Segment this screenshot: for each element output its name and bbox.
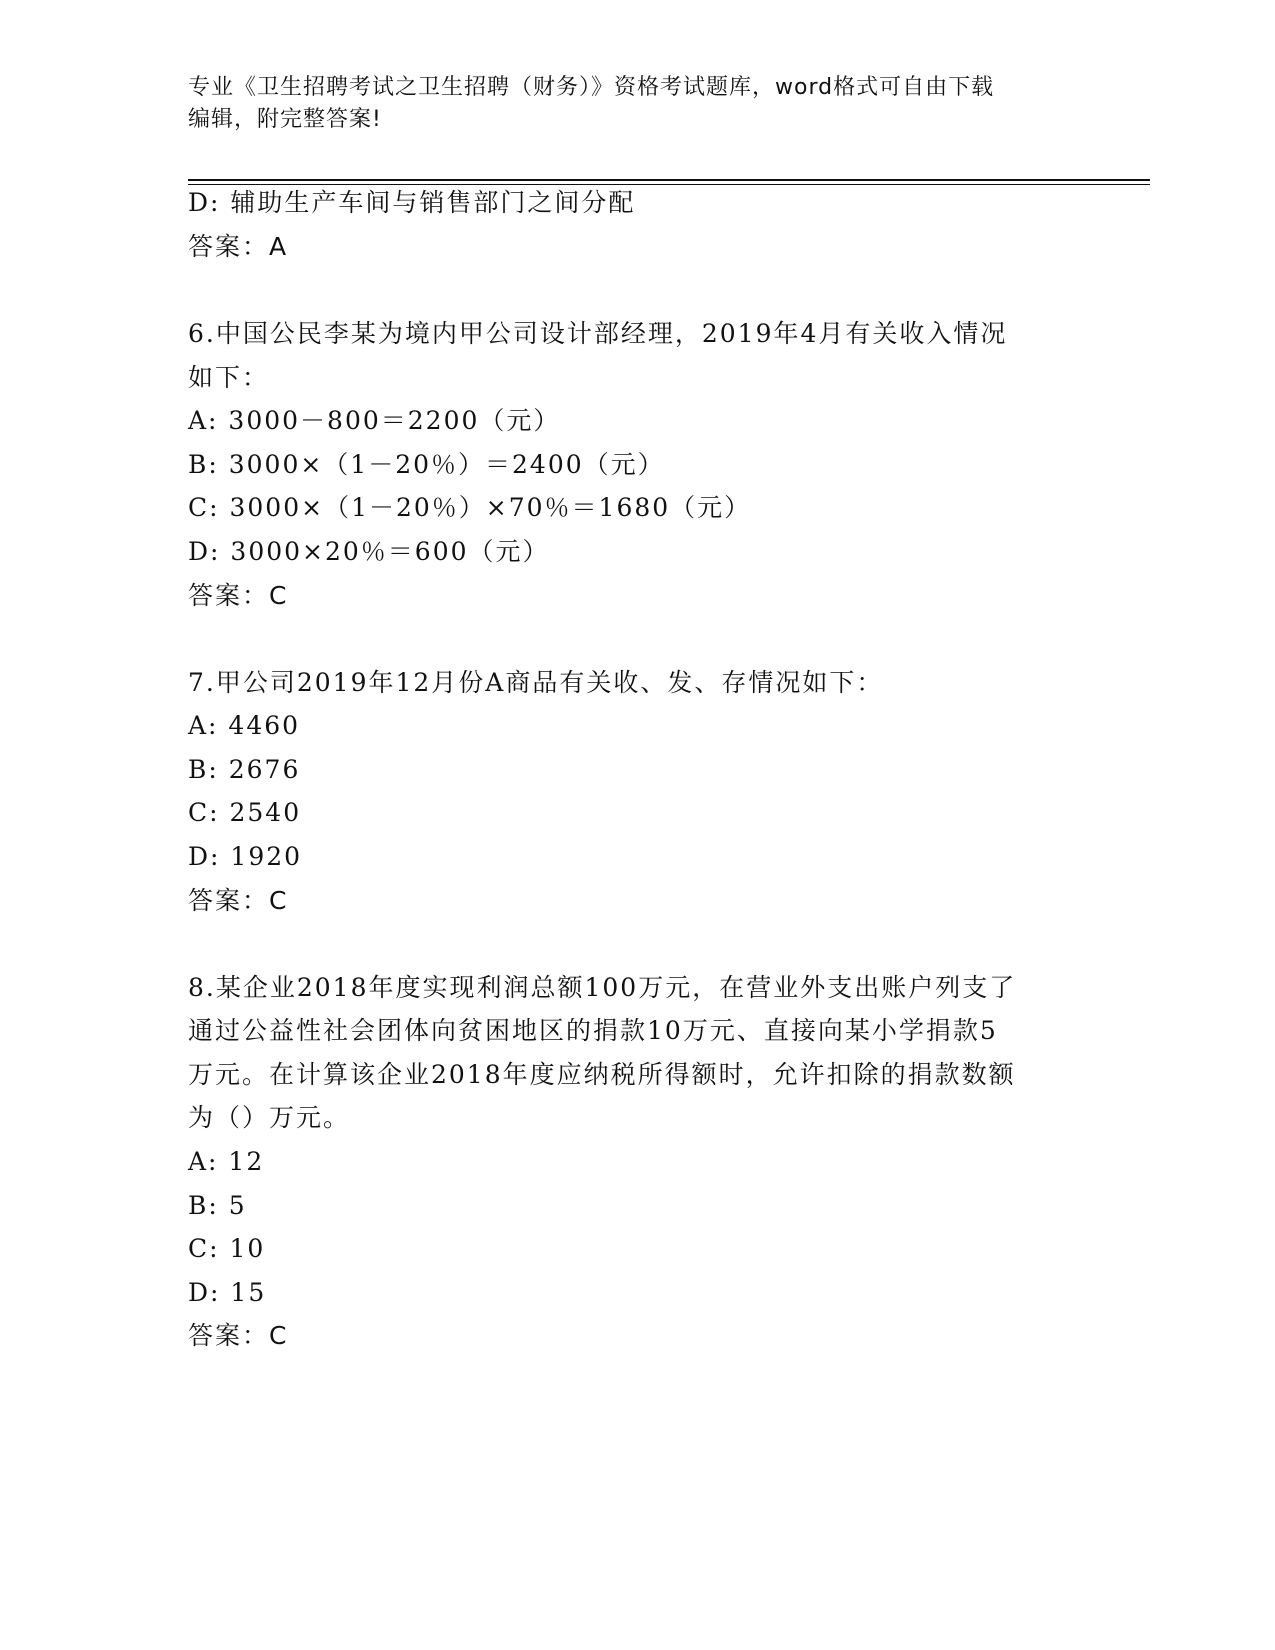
q8-option-a: A: 12 [188, 1147, 265, 1176]
q7-option-a: A: 4460 [188, 711, 301, 740]
q8-stem-line-4: 为（）万元。 [188, 1103, 351, 1132]
q8-stem-line-3: 万元。在计算该企业2018年度应纳税所得额时，允许扣除的捐款数额 [188, 1060, 1016, 1089]
q6-option-b: B: 3000×（1－20％）＝2400（元） [188, 450, 665, 479]
q6-answer: 答案：C [188, 581, 289, 610]
q7-stem-line-1: 7.甲公司2019年12月份A商品有关收、发、存情况如下： [188, 668, 884, 697]
q7-option-b: B: 2676 [188, 755, 301, 784]
q8-option-d: D: 15 [188, 1278, 267, 1307]
q8-option-c: C: 10 [188, 1234, 266, 1263]
document-header [188, 72, 1088, 136]
header-line-1: 专业《卫生招聘考试之卫生招聘（财务）》资格考试题库，word格式可自由下载 [188, 75, 995, 100]
q7-answer: 答案：C [188, 886, 289, 915]
q7-option-c: C: 2540 [188, 798, 302, 827]
q8-stem-line-2: 通过公益性社会团体向贫困地区的捐款10万元、直接向某小学捐款5 [188, 1016, 998, 1045]
header-divider-thick [188, 179, 1150, 181]
q6-option-a: A: 3000－800＝2200（元） [188, 406, 561, 435]
q6-stem-line-1: 6.中国公民李某为境内甲公司设计部经理，2019年4月有关收入情况 [188, 319, 1008, 348]
header-line-2: 编辑，附完整答案! [188, 107, 382, 132]
q5-answer: 答案：A [188, 232, 289, 261]
q6-option-c: C: 3000×（1－20％）×70％＝1680（元） [188, 493, 752, 522]
header-divider-thin [188, 184, 1150, 185]
q7-option-d: D: 1920 [188, 842, 303, 871]
q8-answer: 答案：C [188, 1321, 289, 1350]
q6-option-d: D: 3000×20％＝600（元） [188, 537, 550, 566]
q8-option-b: B: 5 [188, 1191, 247, 1220]
q5-option-d: D: 辅助生产车间与销售部门之间分配 [188, 188, 636, 217]
q6-stem-line-2: 如下： [188, 363, 270, 392]
q8-stem-line-1: 8.某企业2018年度实现利润总额100万元，在营业外支出账户列支了 [188, 973, 1017, 1002]
